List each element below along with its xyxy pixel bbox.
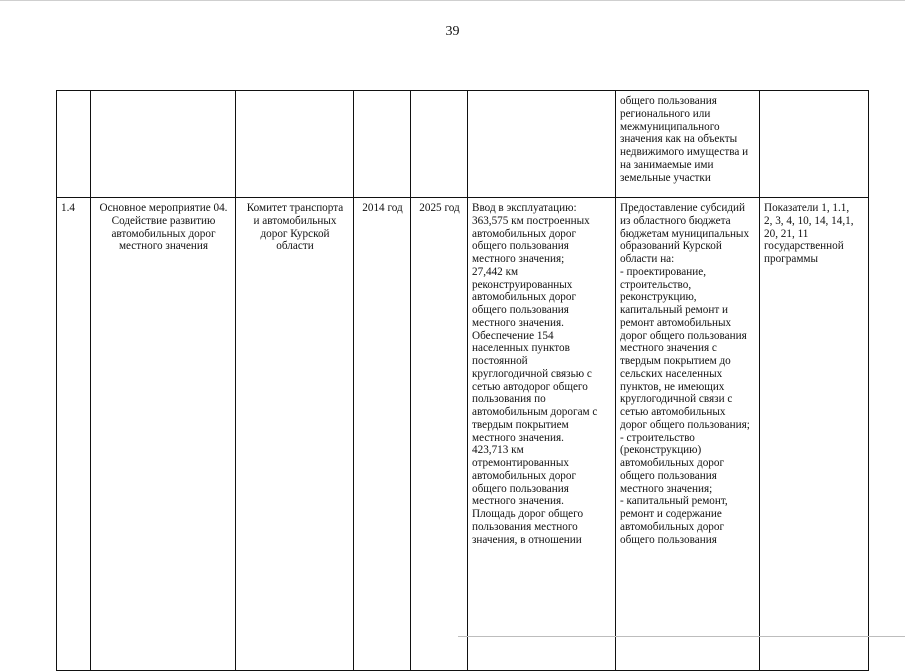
- text-line: населенных пунктов: [472, 342, 570, 355]
- cell-indicators: [760, 198, 869, 671]
- text-line: образований Курской: [620, 240, 722, 253]
- text-line: области: [276, 240, 314, 253]
- text-line: местного значения с: [620, 342, 717, 355]
- text-line: 2, 3, 4, 10, 14, 14,1,: [764, 214, 854, 227]
- text-line: постоянной: [472, 355, 528, 367]
- cell-result-empty: [468, 91, 616, 198]
- text-line: реконструкцию,: [620, 291, 697, 304]
- text-line: круглогодичной связи с: [620, 393, 733, 406]
- cell-indicators-empty: [760, 91, 869, 198]
- executor-name: [240, 202, 350, 253]
- cell-start-empty: [354, 91, 411, 198]
- text-line: бюджетам муниципальных: [620, 227, 750, 240]
- text-line: области на:: [620, 253, 675, 265]
- text-line: общего пользования: [620, 533, 717, 546]
- text-line: Площадь дорог общего: [472, 508, 584, 520]
- text-line: автомобильных дорог: [620, 457, 725, 469]
- text-line: автомобильных дорог: [472, 469, 577, 482]
- end-year: 2025 год: [419, 202, 460, 214]
- text-line: местного значения;: [472, 253, 565, 265]
- cell-mechanism: [616, 198, 760, 671]
- text-line: пунктов, не имеющих: [620, 380, 725, 393]
- text-line: местного значения.: [472, 431, 564, 444]
- text-line: дорог Курской: [260, 227, 330, 240]
- text-line: Обеспечение 154: [472, 329, 554, 342]
- expected-result: [472, 202, 612, 546]
- cell-end-empty: [411, 91, 468, 198]
- table-row-1-4: [57, 198, 869, 671]
- text-line: местного значения: [118, 240, 209, 253]
- text-line: общего пользования: [620, 469, 717, 482]
- text-line: автомобильных дорог: [111, 227, 216, 240]
- text-line: Ввод в эксплуатацию:: [472, 202, 577, 214]
- text-line: строительство,: [620, 278, 692, 291]
- mechanism-continued-text: [620, 95, 756, 184]
- text-line: дорог общего пользования: [620, 329, 747, 342]
- text-line: сельских населенных: [620, 367, 723, 380]
- page-number: 39: [445, 24, 460, 39]
- text-line: местного значения;: [620, 482, 713, 495]
- text-line: твердым покрытием до: [620, 355, 731, 367]
- text-line: капитальный ремонт и: [620, 304, 729, 316]
- cell-number: [57, 198, 91, 671]
- cell-executor-empty: [236, 91, 354, 198]
- scan-edge-top: [0, 0, 905, 1]
- text-line: 423,713 км: [472, 444, 524, 457]
- text-line: (реконструкцию): [620, 444, 702, 457]
- text-line: регионального или: [620, 107, 711, 120]
- cell-name: [91, 198, 236, 671]
- text-line: - проектирование,: [620, 265, 706, 278]
- text-line: недвижимого имущества и: [620, 146, 749, 158]
- text-line: автомобильным дорогам с: [472, 406, 598, 418]
- text-line: Основное мероприятие 04.: [99, 202, 228, 214]
- cell-name-empty: [91, 91, 236, 198]
- text-line: ремонт и содержание: [620, 508, 722, 520]
- text-line: и автомобильных: [253, 214, 337, 227]
- activity-name: [95, 202, 232, 253]
- cell-result: [468, 198, 616, 671]
- cell-end-year: [411, 198, 468, 671]
- text-line: пользования по: [472, 393, 546, 406]
- text-line: - строительство: [620, 431, 695, 444]
- text-line: программы: [764, 253, 818, 265]
- text-line: отремонтированных: [472, 457, 569, 469]
- text-line: Показатели 1, 1.1,: [764, 202, 850, 214]
- implementation-mechanism: [620, 202, 756, 546]
- table-row-continued: [57, 91, 869, 198]
- text-line: Предоставление субсидий: [620, 202, 746, 214]
- text-line: значения, в отношении: [472, 533, 582, 546]
- program-table: [56, 90, 869, 671]
- text-line: общего пользования: [472, 240, 569, 253]
- text-line: автомобильных дорог: [472, 227, 577, 240]
- text-line: 27,442 км: [472, 265, 519, 278]
- text-line: сетью автодорог общего: [472, 380, 588, 393]
- text-line: автомобильных дорог: [620, 520, 725, 533]
- text-line: - капитальный ремонт,: [620, 495, 728, 508]
- related-indicators: [764, 202, 865, 266]
- cell-start-year: [354, 198, 411, 671]
- text-line: сетью автомобильных: [620, 406, 726, 418]
- text-line: Содействие развитию: [111, 214, 216, 227]
- text-line: ремонт автомобильных: [620, 316, 732, 329]
- row-number: 1.4: [61, 202, 75, 214]
- text-line: Комитет транспорта: [246, 202, 344, 214]
- cell-mechanism-continued: [616, 91, 760, 198]
- text-line: реконструированных: [472, 278, 573, 291]
- text-line: общего пользования: [472, 482, 569, 495]
- text-line: 363,575 км построенных: [472, 214, 590, 227]
- text-line: пользования местного: [472, 520, 578, 533]
- text-line: государственной: [764, 240, 844, 253]
- text-line: круглогодичной связью с: [472, 367, 592, 380]
- text-line: межмуниципального: [620, 120, 720, 133]
- cell-executor: [236, 198, 354, 671]
- text-line: из областного бюджета: [620, 214, 731, 227]
- scan-edge-bottom: [458, 636, 905, 637]
- text-line: 20, 21, 11: [764, 227, 809, 240]
- start-year: 2014 год: [362, 202, 403, 214]
- cell-number-empty: [57, 91, 91, 198]
- text-line: дорог общего пользования;: [620, 418, 750, 431]
- text-line: автомобильных дорог: [472, 291, 577, 304]
- text-line: земельные участки: [620, 171, 711, 184]
- text-line: на занимаемые ими: [620, 158, 714, 171]
- text-line: общего пользования: [472, 304, 569, 316]
- text-line: местного значения.: [472, 316, 564, 329]
- text-line: значения как на объекты: [620, 133, 738, 146]
- text-line: местного значения.: [472, 495, 564, 508]
- text-line: твердым покрытием: [472, 418, 569, 431]
- text-line: общего пользования: [620, 95, 717, 107]
